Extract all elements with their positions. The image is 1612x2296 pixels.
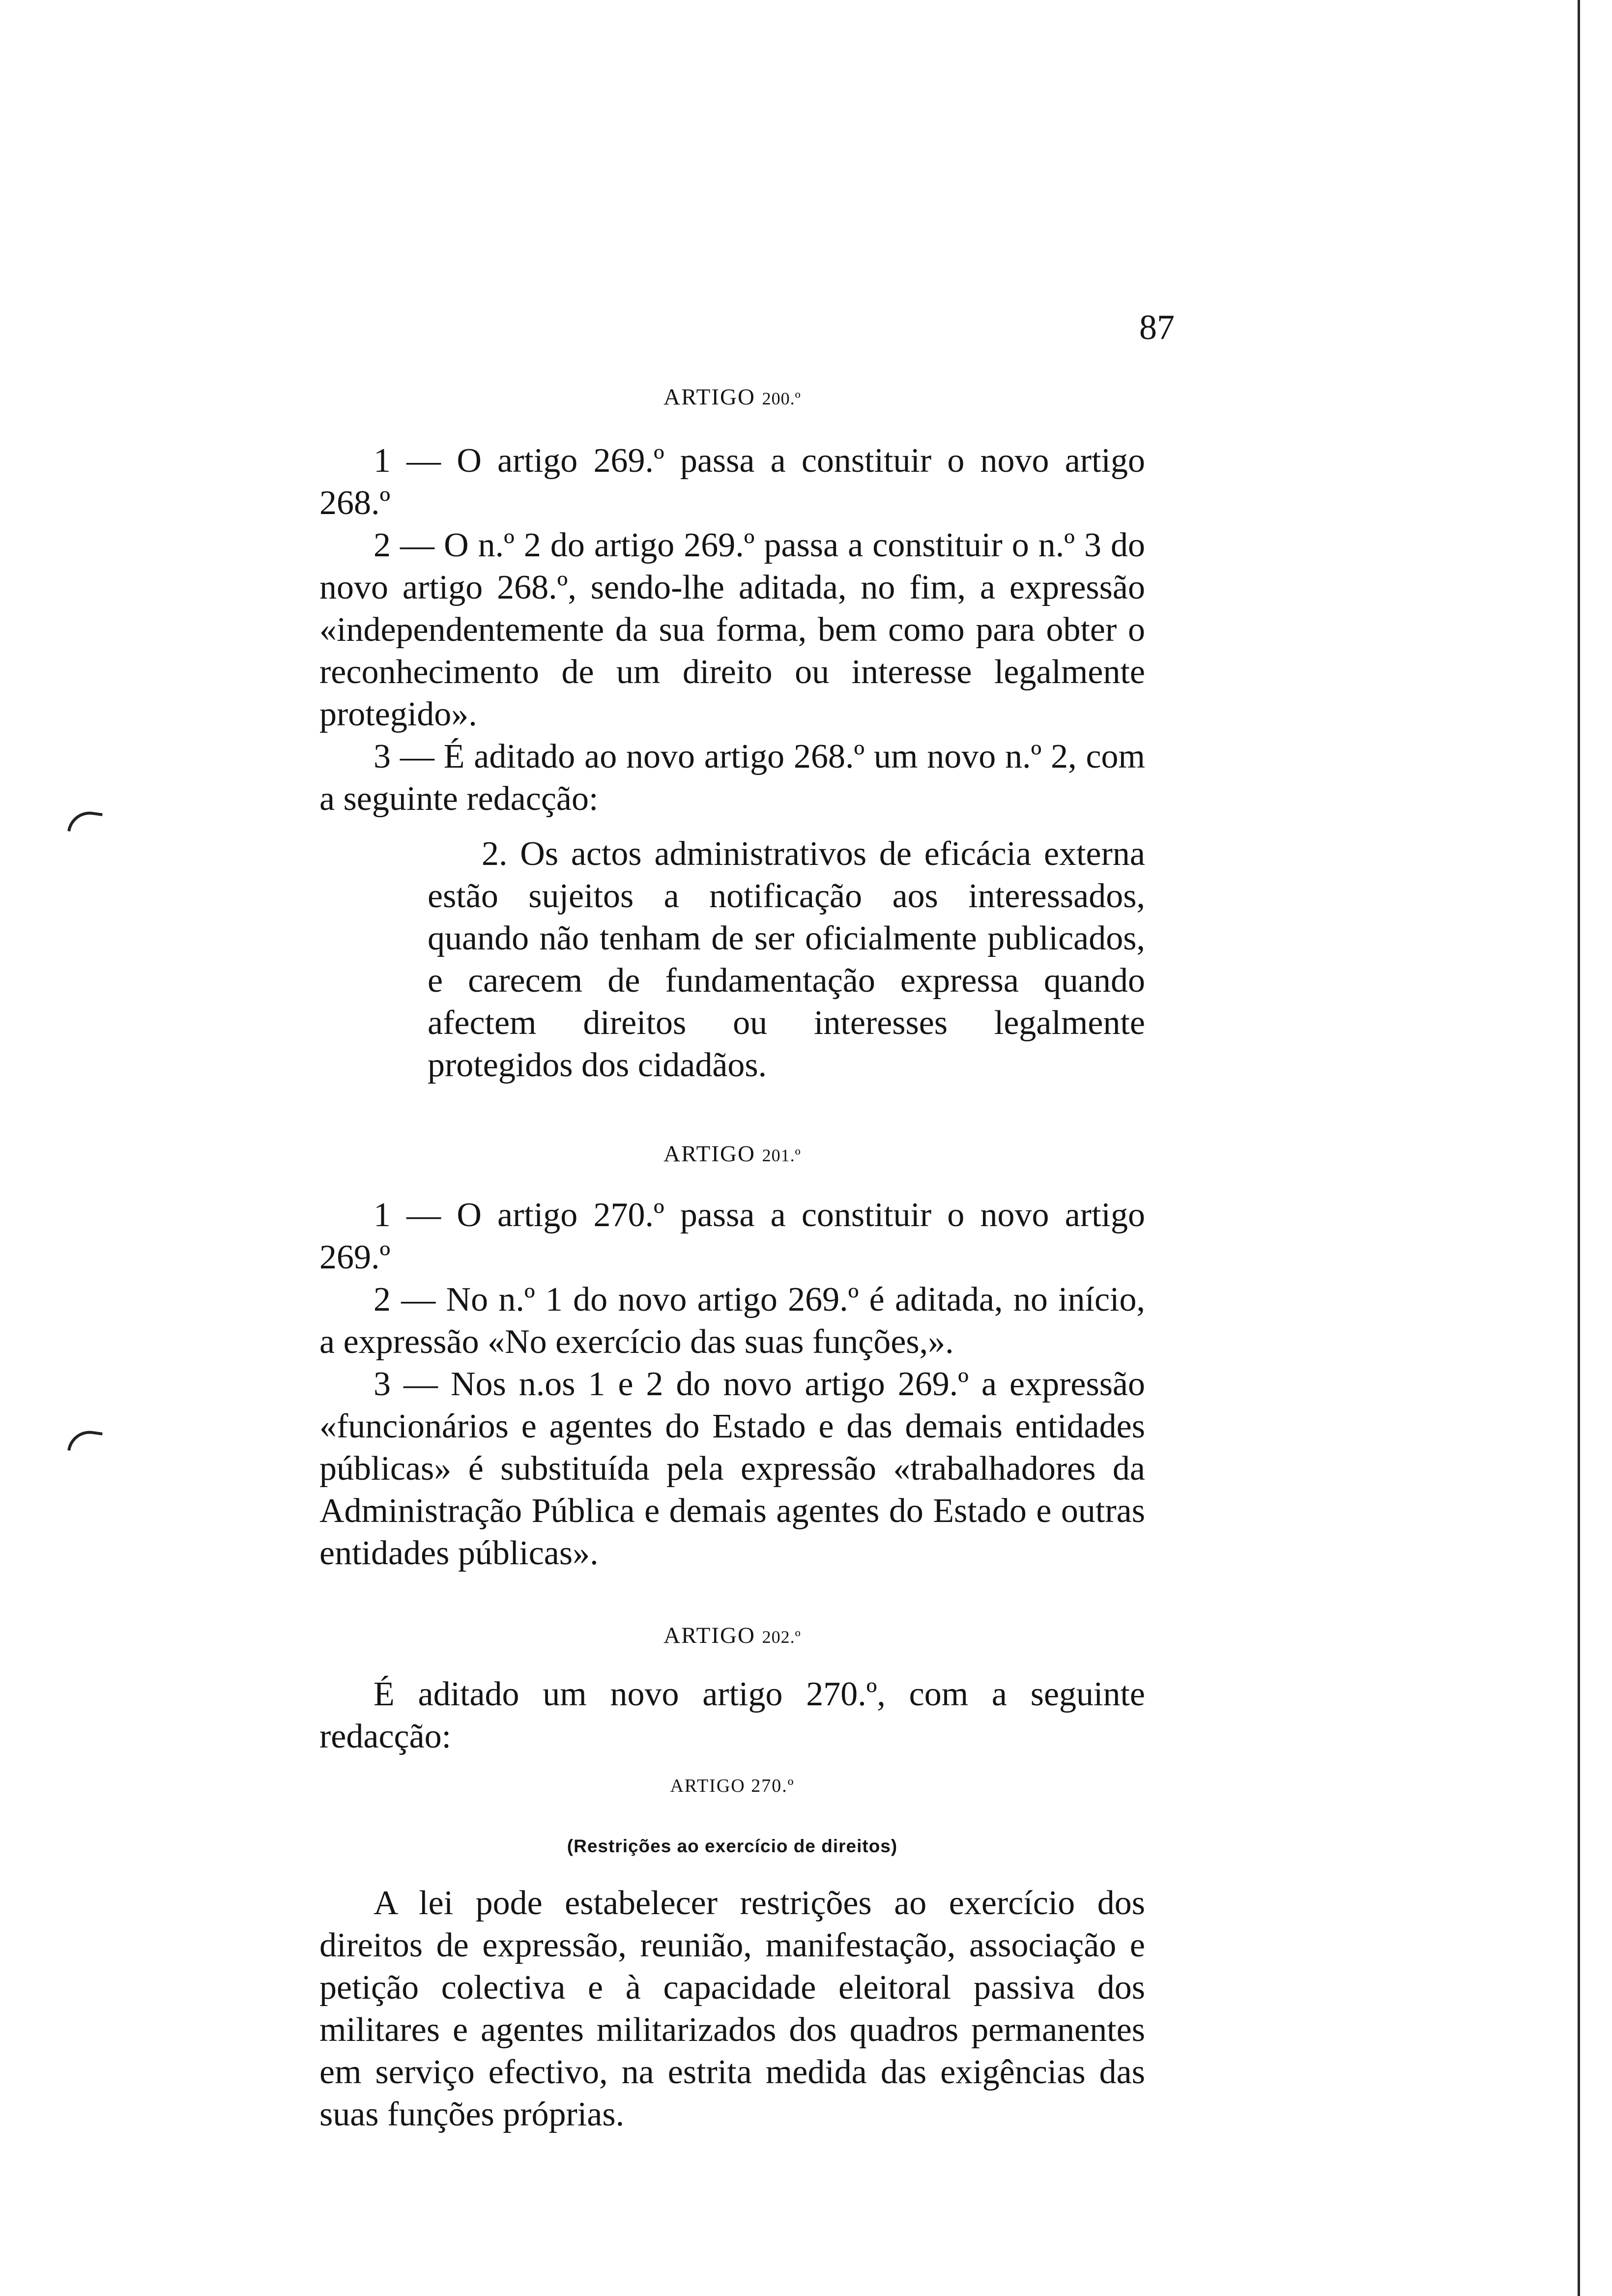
article-paragraph: A lei pode estabelecer restrições ao exercício dos direitos de expressão, reunião, manifestação, associação e petição colectiva e à capacidade eleitoral passiva dos militares e agentes militarizados dos quadros permanentes em serviço efectivo, na estrita medida das exigências das suas funções próprias. xyxy=(319,1884,1145,2133)
scan-mark xyxy=(67,1428,103,1455)
article-paragraph: 2 — O n.º 2 do artigo 269.º passa a constituir o n.º 3 do novo artigo 268.º, sendo-lhe aditada, no fim, a expressão «independentemente da sua forma, bem como para obter o reconhecimento de um direito ou interesse legalmente protegido». xyxy=(319,526,1145,733)
article-paragraph: 3 — É aditado ao novo artigo 268.º um novo n.º 2, com a seguinte redacção: xyxy=(319,738,1145,818)
page-number: 87 xyxy=(1139,308,1175,347)
article-heading: ARTIGO 200.º xyxy=(663,384,801,410)
inner-article-subtitle: (Restrições ao exercício de direitos) xyxy=(567,1836,898,1856)
article-paragraph: 2 — No n.º 1 do novo artigo 269.º é aditada, no início, a expressão «No exercício das suas funções,». xyxy=(319,1281,1145,1361)
article-paragraph: 1 — O artigo 270.º passa a constituir o novo artigo 269.º xyxy=(319,1196,1145,1276)
article-heading: ARTIGO 201.º xyxy=(663,1141,801,1167)
scan-edge-line xyxy=(1578,0,1580,2296)
inner-article-heading: ARTIGO 270.º xyxy=(670,1776,795,1796)
article-heading: ARTIGO 202.º xyxy=(663,1623,801,1648)
article-paragraph: 3 — Nos n.os 1 e 2 do novo artigo 269.º a expressão «funcionários e agentes do Estado e das demais entidades públicas» é substituída pela expressão «trabalhadores da Administração Pública e demais agentes do Estado e outras entidades públicas». xyxy=(319,1365,1145,1572)
quoted-text: 2. Os actos administrativos de eficácia externa estão sujeitos a notificação aos interessados, quando não tenham de ser oficialmente publicados, e carecem de fundamentação expressa quando afectem direitos ou interesses legalmente protegidos dos cidadãos. xyxy=(428,835,1145,1084)
article-paragraph: É aditado um novo artigo 270.º, com a seguinte redacção: xyxy=(319,1675,1145,1755)
scan-mark xyxy=(67,809,103,836)
article-paragraph: 1 — O artigo 269.º passa a constituir o novo artigo 268.º xyxy=(319,442,1145,522)
